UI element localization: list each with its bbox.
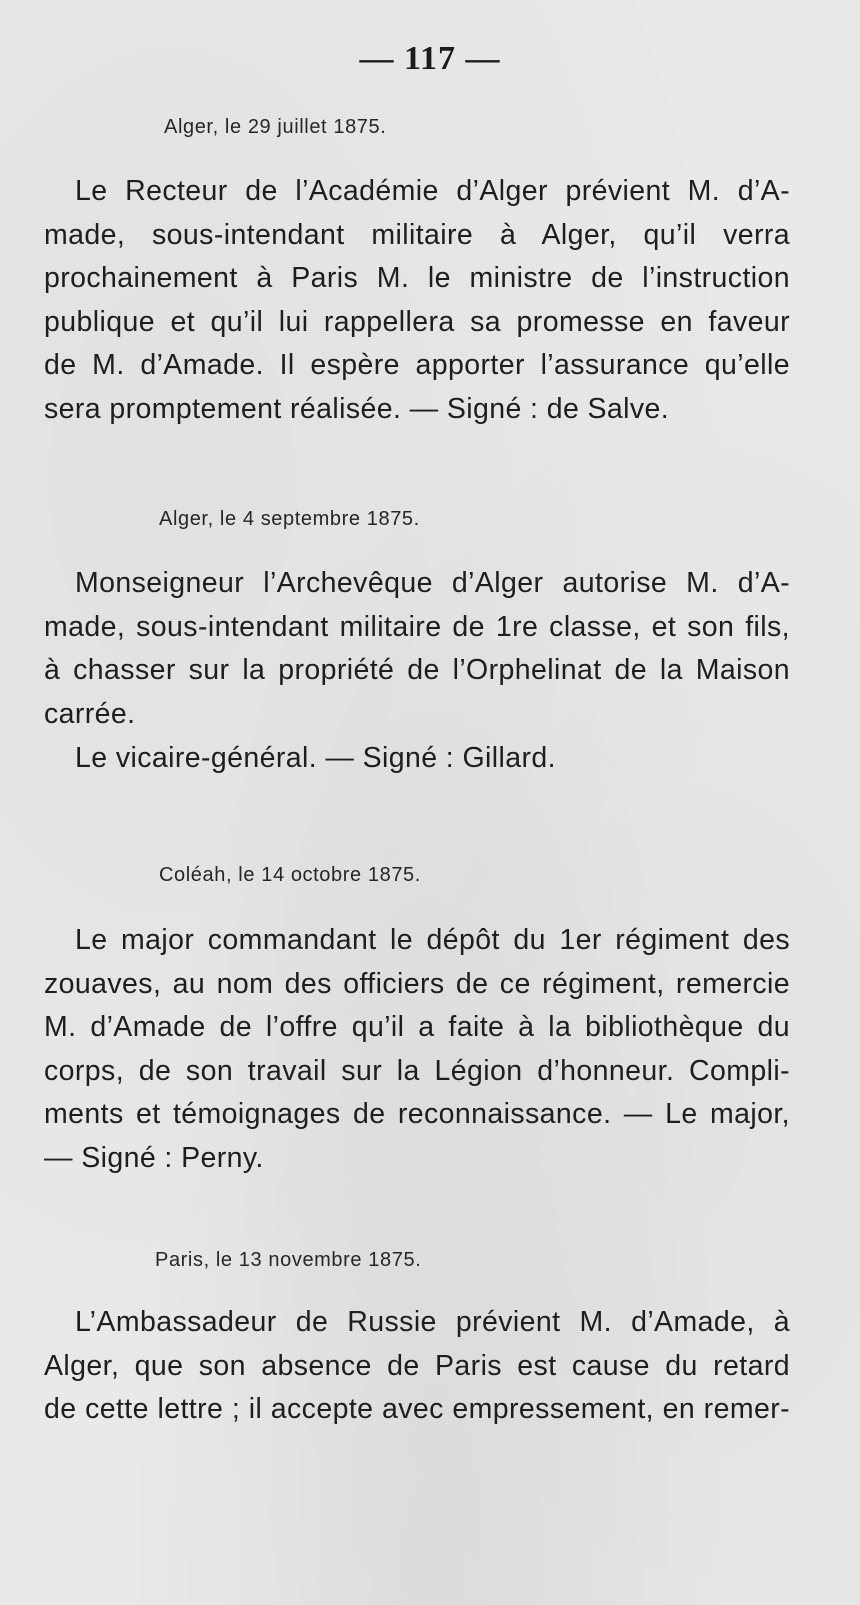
text-line: sera promptement réalisée. — Signé : de Salve. — [44, 392, 670, 425]
dateline: Paris, le 13 novembre 1875. — [155, 1249, 422, 1271]
text-line: made, sous-intendant militaire à Alger, qu’il verra — [44, 218, 790, 251]
text-line: M. d’Amade de l’offre qu’il a faite à la bibliothèque du — [44, 1011, 790, 1043]
entry-paragraph — [44, 919, 790, 1180]
text-line: de cette lettre ; il accepte avec empressement, en remer- — [44, 1393, 790, 1425]
text-line: à chasser sur la propriété de l’Orphelinat de la Maison — [44, 654, 790, 686]
text-line: corps, de son travail sur la Légion d’honneur. Compli- — [44, 1054, 790, 1087]
text-line: L’Ambassadeur de Russie prévient M. d’Amade, à — [75, 1306, 790, 1338]
signature-line: Le vicaire-général. — Signé : Gillard. — [75, 742, 556, 774]
text-line: ments et témoignages de reconnaissance. — Le major, — [44, 1098, 790, 1130]
dateline: Alger, le 4 septembre 1875. — [159, 508, 420, 530]
text-line: Le Recteur de l’Académie d’Alger prévient M. d’A- — [75, 175, 790, 207]
text-line: de M. d’Amade. Il espère apporter l’assurance qu’elle — [44, 349, 790, 381]
text-line: Monseigneur l’Archevêque d’Alger autorise M. d’A- — [75, 567, 790, 599]
page-number: — 117 — — [359, 40, 501, 77]
text-line: made, sous-intendant militaire de 1re classe, et son fils, — [44, 610, 790, 643]
entry-paragraph — [44, 170, 790, 431]
text-line: — Signé : Perny. — [44, 1141, 264, 1174]
text-line: zouaves, au nom des officiers de ce régiment, remercie — [44, 967, 790, 1000]
text-line: Le major commandant le dépôt du 1er régiment des — [75, 924, 790, 956]
text-line: carrée. — [44, 697, 136, 730]
dateline: Alger, le 29 juillet 1875. — [164, 116, 387, 138]
entry-paragraph — [44, 1301, 790, 1432]
text-line: Alger, que son absence de Paris est cause du retard — [44, 1349, 790, 1382]
text-line: prochainement à Paris M. le ministre de l’instruction — [44, 262, 790, 294]
text-line: publique et qu’il lui rappellera sa promesse en faveur — [44, 305, 790, 338]
dateline: Coléah, le 14 octobre 1875. — [159, 864, 421, 886]
entry-paragraph — [44, 562, 790, 736]
